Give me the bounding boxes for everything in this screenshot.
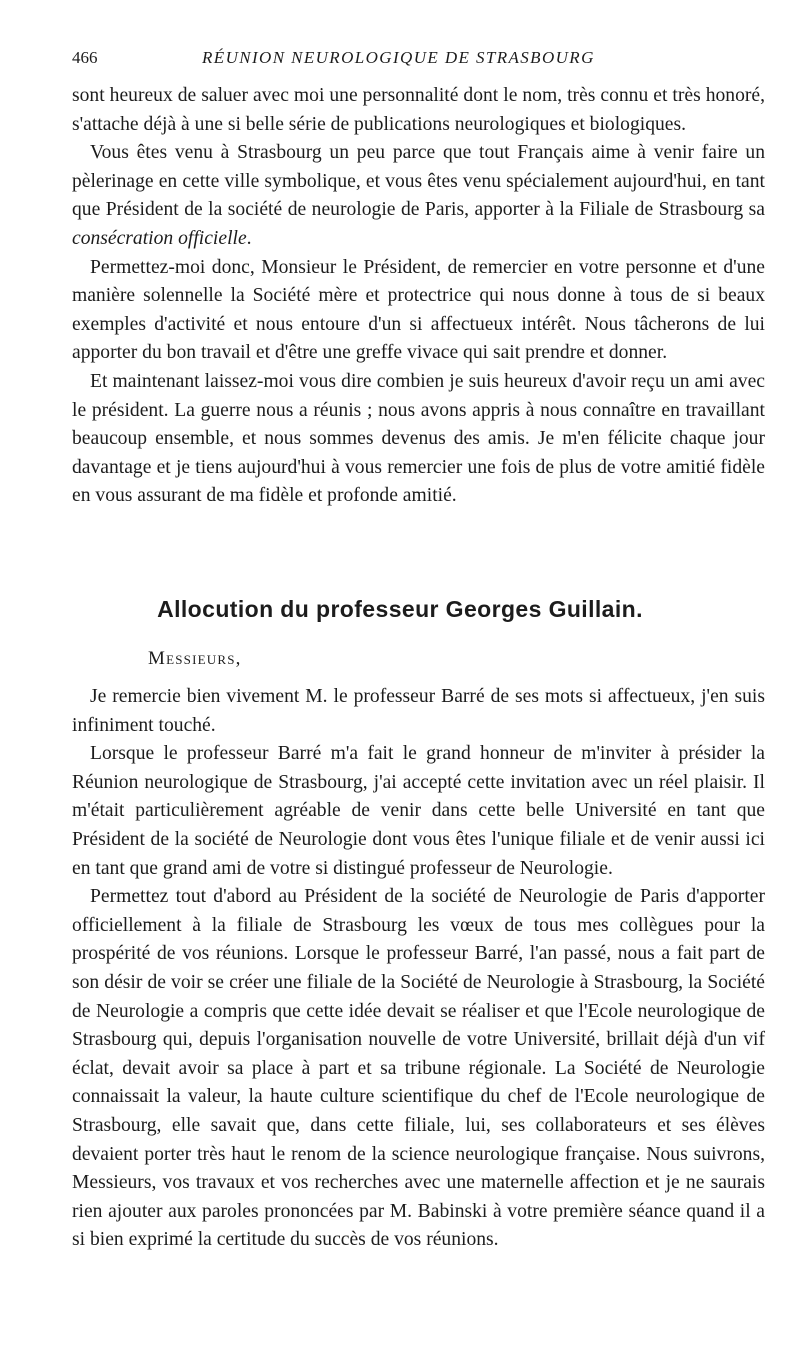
salutation: Messieurs,	[148, 648, 242, 669]
page-number: 466	[72, 48, 98, 67]
paragraph: Et maintenant laissez-moi vous dire combien je suis heureux d'avoir reçu un ami avec le président. La guerre nous a réunis ; nous avons appris à nous connaître en travaillant beaucoup ensemble, et nous sommes devenus des amis. Je m'en félicite chaque jour davantage et je tiens aujourd'hui à vous remercier une fois de plus de votre amitié fidèle en vous assurant de ma fidèle et profonde amitié.	[72, 370, 765, 507]
running-head	[72, 46, 760, 70]
paragraph-text: Vous êtes venu à Strasbourg un peu parce que tout Français aime à venir faire un pèlerinage en cette ville symbolique, et vous êtes venu spécialement aujourd'hui, en tant que Président de la société de neurologie de Paris, apporter à la Filiale de Strasbourg sa	[72, 142, 765, 221]
paragraph: Permettez-moi donc, Monsieur le Président, de remercier en votre personne et d'une manière solennelle la Société mère et protectrice qui nous donne à tous de si beaux exemples d'activité et nous entoure d'un si affectueux intérêt. Nous tâcherons de lui apporter du bon travail et d'être une greffe vivace qui sait prendre et donner.	[72, 256, 765, 364]
text-block-after	[72, 683, 765, 1255]
paragraph: Lorsque le professeur Barré m'a fait le grand honneur de m'inviter à présider la Réunion neurologique de Strasbourg, j'ai accepté cette invitation avec un réel plaisir. Il m'était particulièrement agréable de venir dans cette belle Université en tant que Président de la société de Neurologie dont vous êtes l'unique filiale et de venir aussi ici en tant que grand ami de votre si distingué professeur de Neurologie.	[72, 743, 765, 879]
section-title: Allocution du professeur Georges Guillain.	[157, 596, 643, 622]
text-block-before	[72, 82, 765, 511]
running-title: RÉUNION NEUROLOGIQUE DE STRASBOURG	[202, 48, 595, 67]
paragraph-end: .	[246, 227, 252, 249]
paragraph: Je remercie bien vivement M. le professeur Barré de ses mots si affectueux, j'en suis infiniment touché.	[72, 686, 765, 736]
paragraph: Permettez tout d'abord au Président de la société de Neurologie de Paris d'apporter officiellement à la filiale de Strasbourg les vœux de tous mes collègues pour la prospérité de vos réunions. Lorsque le professeur Barré, l'an passé, nous a fait part de son désir de voir se créer une filiale de la Société de Neurologie à Strasbourg, la Société de Neurologie a compris que cette idée devait se réaliser et que l'Ecole neurologique de Strasbourg qui, depuis l'organisation nouvelle de votre Université, brillait déjà d'un vif éclat, devait avoir sa place à part et sa tribune régionale. La Société de Neurologie connaissait la valeur, la haute culture scientifique du chef de l'Ecole neurologique de Strasbourg, elle savait que, dans cette filiale, lui, ses collaborateurs et ses élèves devaient porter très haut le renom de la science neurologique française. Nous suivrons, Messieurs, vos travaux et vos recherches avec une maternelle affection et je ne saurais rien ajouter aux paroles prononcées par M. Babinski à votre première séance quand il a si bien exprimé la certitude du succès de vos réunions.	[72, 886, 765, 1251]
paragraph	[72, 139, 765, 253]
paragraph: sont heureux de saluer avec moi une personnalité dont le nom, très connu et très honoré, s'attache déjà à une si belle série de publications neurologiques et biologiques.	[72, 85, 765, 135]
emphasis-text: consécration officielle	[72, 227, 247, 249]
